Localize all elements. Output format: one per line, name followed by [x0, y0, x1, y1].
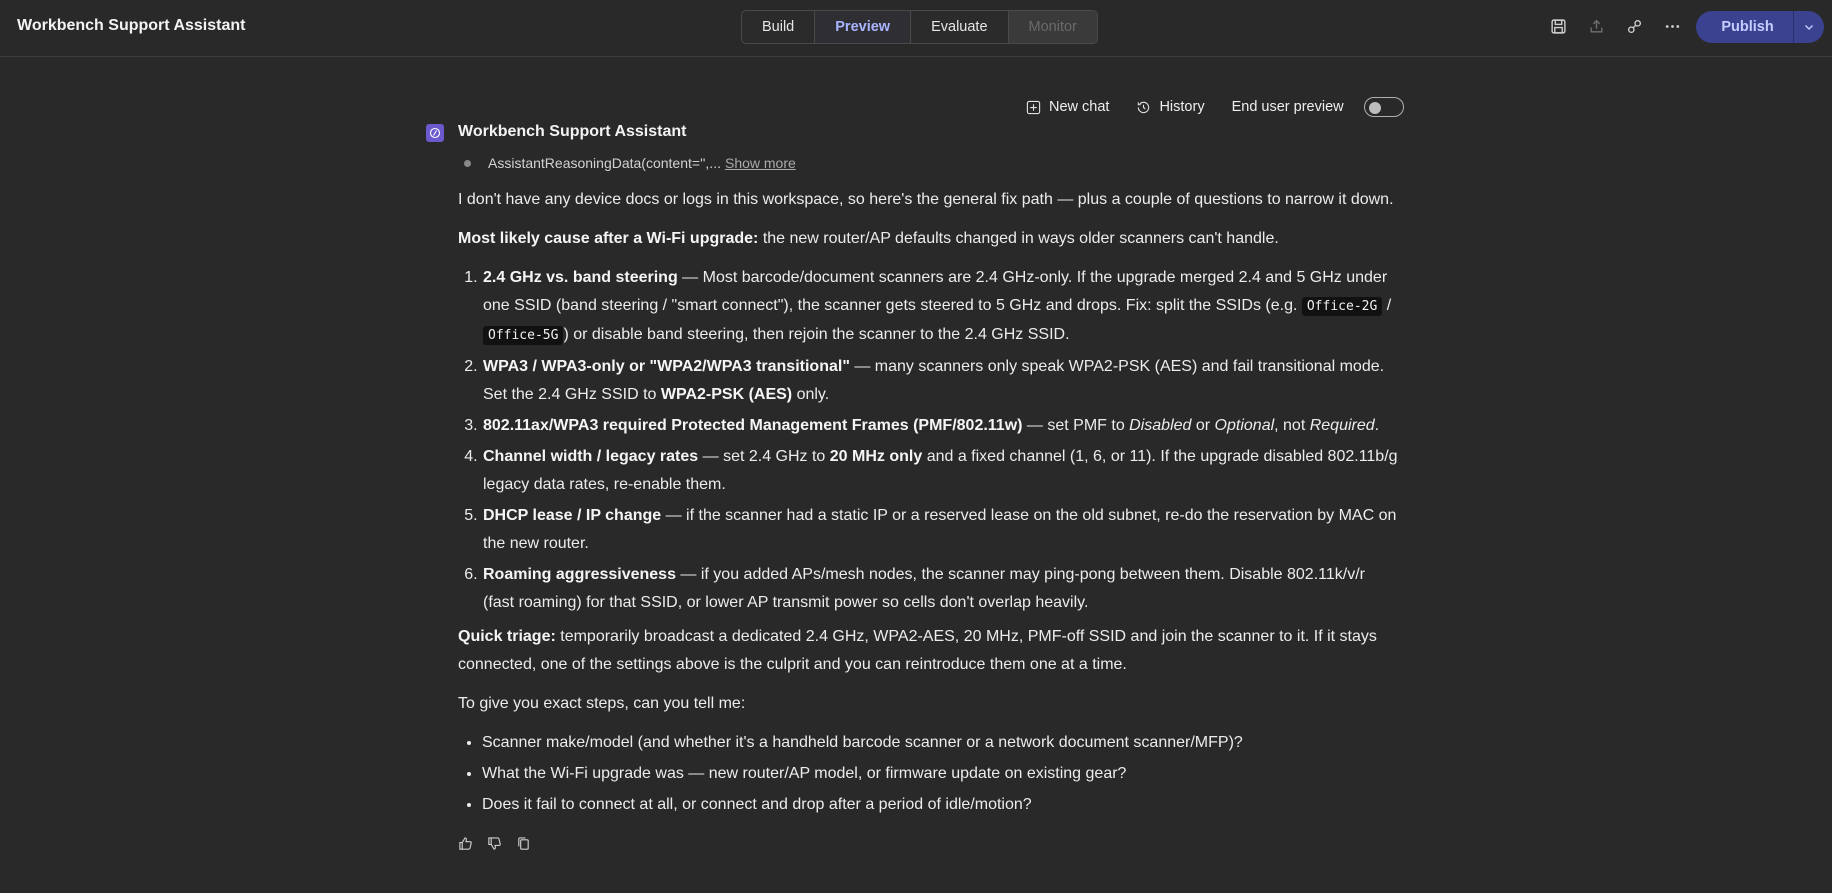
- triage-text: temporarily broadcast a dedicated 2.4 GHz, WPA2-AES, 20 MHz, PMF-off SSID and join the scanner to it. If it stays connected, one of the settings above is the culprit and you can reintroduce them one at a time.: [458, 628, 1377, 673]
- code-inline: Office-2G: [1302, 297, 1382, 316]
- step-text: — if you added APs/mesh nodes, the scanner may ping-pong between them. Disable 802.11k/v/r (fast roaming) for that SSID, or lower AP transmit power so cells don't overlap heavily.: [483, 566, 1365, 611]
- publish-label: Publish: [1721, 19, 1774, 35]
- step-text: ) or disable band steering, then rejoin the scanner to the 2.4 GHz SSID.: [563, 326, 1070, 343]
- end-user-preview: [1232, 97, 1404, 117]
- mode-tabs: [741, 10, 1098, 44]
- step-text: or: [1191, 417, 1215, 434]
- cause-label: Most likely cause after a Wi-Fi upgrade:: [458, 230, 759, 247]
- step-text: — many scanners only speak WPA2-PSK (AES) and fail transitional mode. Set the 2.4 GHz SSID to: [483, 358, 1385, 403]
- step-title: DHCP lease / IP change: [483, 507, 662, 524]
- questions-intro: To give you exact steps, can you tell me:: [458, 695, 746, 712]
- step-bold: 20 MHz only: [829, 448, 923, 465]
- step-italic: Disabled: [1129, 417, 1192, 434]
- list-item: [482, 561, 1398, 617]
- step-bold: WPA2-PSK (AES): [660, 386, 793, 403]
- message-content: [458, 186, 1398, 825]
- save-icon[interactable]: [1548, 16, 1568, 36]
- header-actions: [1548, 16, 1682, 36]
- step-text: — if the scanner had a static IP or a reserved lease on the old subnet, re-do the reservation by MAC on the new router.: [483, 507, 1397, 552]
- history-icon: [1136, 100, 1151, 115]
- step-title: WPA3 / WPA3-only or "WPA2/WPA3 transitional": [483, 358, 850, 375]
- cause-paragraph: [458, 225, 1398, 253]
- chevron-down-icon[interactable]: [1794, 21, 1824, 33]
- code-inline: Office-5G: [483, 326, 563, 345]
- step-italic: Required: [1309, 417, 1375, 434]
- intro-paragraph: I don't have any device docs or logs in this workspace, so here's the general fix path — plus a couple of questions to narrow it down.: [458, 191, 1394, 208]
- reasoning-item: [464, 155, 796, 171]
- step-text: only.: [792, 386, 830, 403]
- step-title: 802.11ax/WPA3 required Protected Management Frames (PMF/802.11w): [483, 417, 1023, 434]
- chat-toolbar: [1026, 96, 1404, 118]
- bot-avatar: [426, 124, 444, 142]
- thumbs-up-icon[interactable]: [458, 836, 473, 856]
- list-item: [482, 353, 1398, 409]
- bullet-dot: [464, 160, 471, 167]
- list-item: [482, 412, 1398, 440]
- more-icon[interactable]: [1662, 16, 1682, 36]
- publish-button[interactable]: [1696, 11, 1824, 43]
- list-item: [482, 264, 1398, 350]
- step-text: /: [1382, 297, 1392, 314]
- step-title: Roaming aggressiveness: [483, 566, 676, 583]
- cause-text: the new router/AP defaults changed in ways older scanners can't handle.: [758, 230, 1279, 247]
- step-text: and a fixed channel (1, 6, or 11). If the upgrade disabled 802.11b/g legacy data rates, re-enable them.: [483, 448, 1398, 493]
- step-title: 2.4 GHz vs. band steering: [483, 269, 678, 286]
- list-item: • What the Wi-Fi upgrade was — new router/AP model, or firmware update on existing gear?: [482, 760, 1398, 788]
- new-chat-label: New chat: [1049, 99, 1110, 115]
- list-item: [482, 443, 1398, 499]
- end-user-preview-label: End user preview: [1231, 99, 1344, 115]
- connect-icon[interactable]: [1624, 16, 1644, 36]
- share-icon[interactable]: [1586, 16, 1606, 36]
- triage-paragraph: [458, 623, 1398, 679]
- step-text: — set 2.4 GHz to: [698, 448, 830, 465]
- steps-list: [482, 264, 1398, 617]
- step-text: — set PMF to: [1022, 417, 1130, 434]
- add-square-icon: [1026, 100, 1041, 115]
- step-text: — Most barcode/document scanners are 2.4 GHz-only. If the upgrade merged 2.4 and 5 GHz under one SSID (band steering / "smart connect"), the scanner gets steered to 5 GHz and drops. Fix: split the SSIDs (e.g.: [483, 269, 1388, 314]
- history-button[interactable]: [1136, 99, 1204, 115]
- step-text: .: [1374, 417, 1380, 434]
- step-text: , not: [1274, 417, 1310, 434]
- triage-label: Quick triage:: [458, 628, 556, 645]
- tab-monitor: Monitor: [1009, 11, 1097, 43]
- list-item: • Does it fail to connect at all, or connect and drop after a period of idle/motion?: [482, 791, 1398, 819]
- list-item: • Scanner make/model (and whether it's a handheld barcode scanner or a network document scanner/MFP)?: [482, 729, 1398, 757]
- top-bar: [0, 0, 1832, 57]
- questions-list: [482, 729, 1398, 819]
- list-item: [482, 502, 1398, 558]
- toggle-knob: [1369, 102, 1381, 114]
- history-label: History: [1159, 99, 1205, 115]
- step-italic: Optional: [1214, 417, 1275, 434]
- step-title: Channel width / legacy rates: [483, 448, 699, 465]
- thumbs-down-icon[interactable]: [487, 836, 502, 856]
- feedback-actions: [458, 836, 531, 856]
- show-more-link[interactable]: Show more: [724, 155, 796, 171]
- copy-icon[interactable]: [516, 836, 531, 856]
- tab-evaluate[interactable]: Evaluate: [911, 11, 1008, 43]
- end-user-preview-toggle[interactable]: [1364, 97, 1404, 117]
- new-chat-button[interactable]: [1026, 99, 1109, 115]
- reasoning-text: AssistantReasoningData(content='',...: [488, 155, 721, 171]
- tab-build[interactable]: Build: [742, 11, 815, 43]
- app-title: Workbench Support Assistant: [17, 17, 246, 34]
- tab-preview[interactable]: Preview: [815, 11, 911, 43]
- bot-name: Workbench Support Assistant: [458, 123, 687, 140]
